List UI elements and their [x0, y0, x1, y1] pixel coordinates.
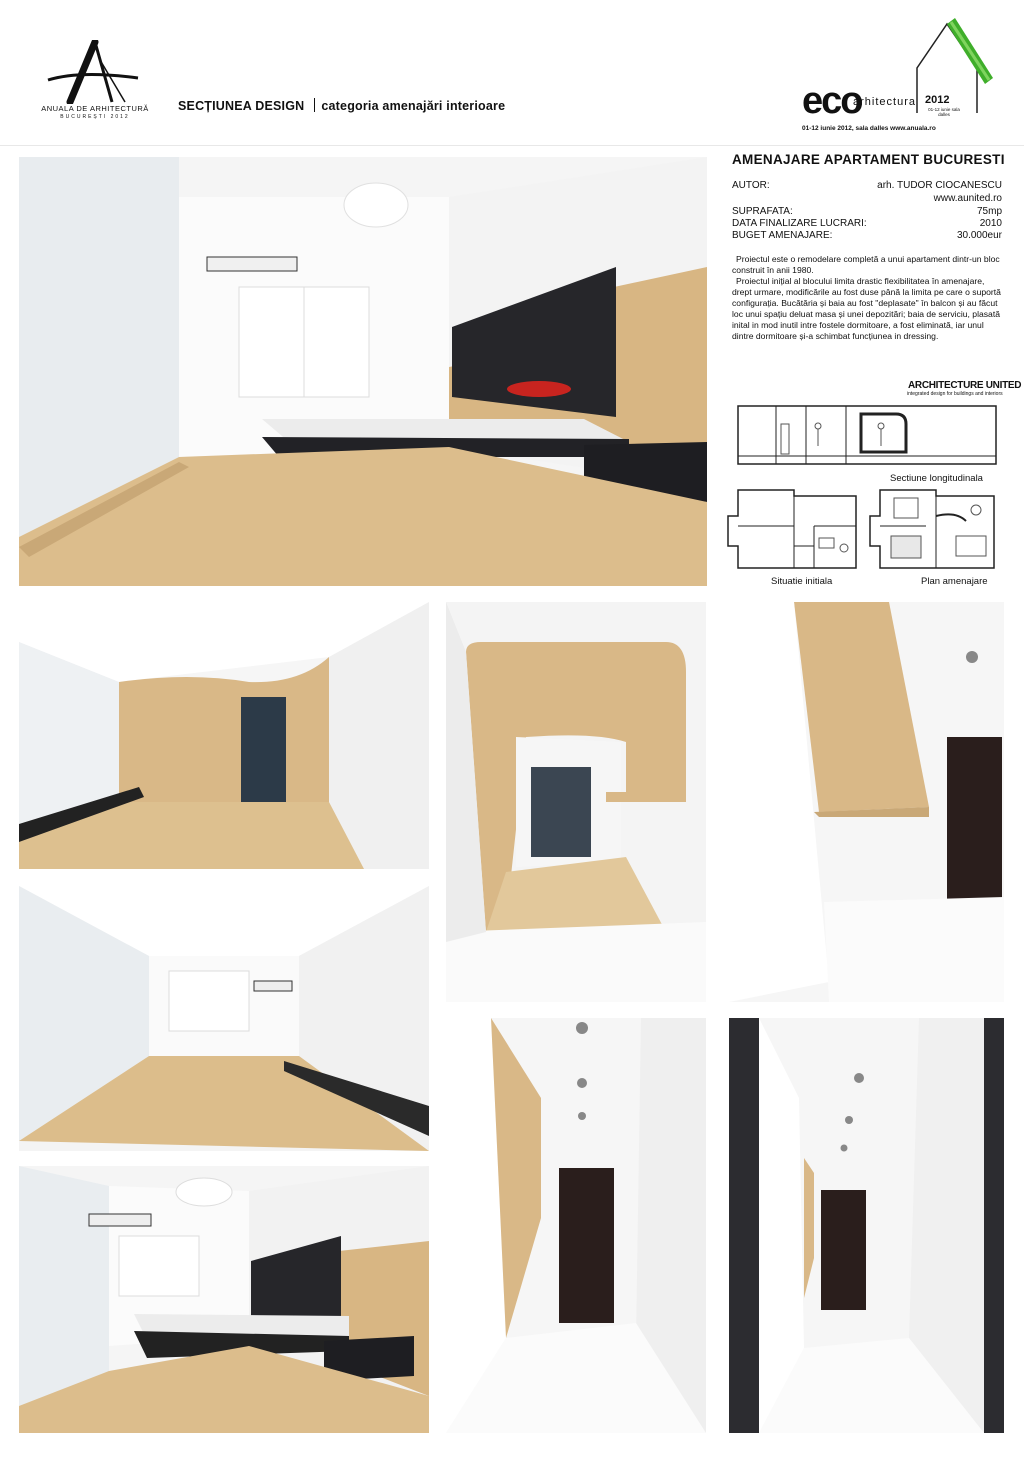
description-paragraph: Proiectul este o remodelare completă a unui apartament dintr-un bloc construit în anii 1980. — [732, 254, 1000, 275]
info-value: 30.000eur — [956, 230, 1002, 241]
description-paragraph: Proiectul inițial al blocului limita drastic flexibilitatea în amenajare, drept urmare, modificările au fost duse până la limita pe care o suportă configurația. Bucătăria și baia au fost "deplasate" în balcon și au făcut loc unui spațiu deluat masa și unei depozitări; baia de serviciu, plasată inital in mod inutil intre fostele dormitoare, a fost eliminată, iar unul dintre dormitoare și-a schimbat funcțiunea in dressing. — [732, 276, 1001, 341]
photo-long-corridor — [446, 1018, 706, 1433]
green-roof-house-icon — [905, 18, 997, 118]
photo-wood-tunnel-corridor — [446, 602, 706, 1002]
section-label: SECȚIUNEA DESIGN — [178, 99, 305, 113]
eco-arhitectura-logo — [800, 18, 1000, 138]
anuala-a-logo-icon — [40, 40, 150, 104]
initial-plan-caption: Situatie initiala — [771, 576, 833, 587]
info-key: AUTOR: — [732, 180, 770, 191]
anuala-logo — [40, 40, 150, 135]
project-title: AMENAJARE APARTAMENT BUCURESTI — [732, 152, 1005, 167]
anuala-logo-subtitle: BUCUREȘTI 2012 — [60, 114, 130, 120]
photo-empty-room-window — [19, 886, 429, 1151]
photo-corridor-through-doorframe — [729, 1018, 1004, 1433]
logo-year: 2012 — [925, 94, 950, 106]
header-divider — [0, 145, 1024, 146]
info-value: arh. TUDOR CIOCANESCU — [877, 180, 1002, 191]
eco-wordmark: eco — [802, 80, 862, 122]
longitudinal-section-drawing — [736, 404, 998, 466]
section-heading — [178, 98, 505, 113]
office-name: ARCHITECTURE UNITED — [908, 380, 1022, 391]
photo-living-room-wood-wall — [19, 602, 429, 869]
event-date-line: 01-12 iunie 2012, sala dalles www.anuala.ro — [802, 125, 936, 132]
photo-bedroom-main — [19, 157, 707, 586]
project-description — [732, 254, 1004, 342]
arhitectura-wordmark: arhitectura — [853, 96, 916, 108]
photo-bedroom-second — [19, 1166, 429, 1433]
photo-hallway-entrance-door — [729, 602, 1004, 1002]
design-plan-drawing — [866, 486, 1002, 578]
design-plan-caption: Plan amenajare — [921, 576, 988, 587]
website-link[interactable]: www.aunited.ro — [933, 193, 1002, 204]
info-key: DATA FINALIZARE LUCRARI: — [732, 218, 867, 229]
category-label: categoria amenajări interioare — [321, 99, 506, 113]
logo-small-text: 01-12 iunie sala dalles — [928, 107, 960, 117]
info-key: SUPRAFATA: — [732, 206, 793, 217]
heading-separator — [314, 98, 315, 112]
info-value: 2010 — [979, 218, 1002, 229]
info-key: BUGET AMENAJARE: — [732, 230, 833, 241]
initial-plan-drawing — [724, 486, 864, 578]
anuala-logo-title: ANUALA DE ARHITECTURĂ — [41, 104, 149, 113]
info-value: 75mp — [976, 206, 1002, 217]
section-drawing-caption: Sectiune longitudinala — [890, 473, 983, 484]
office-tagline: integrated design for buildings and interiors — [907, 391, 1003, 397]
